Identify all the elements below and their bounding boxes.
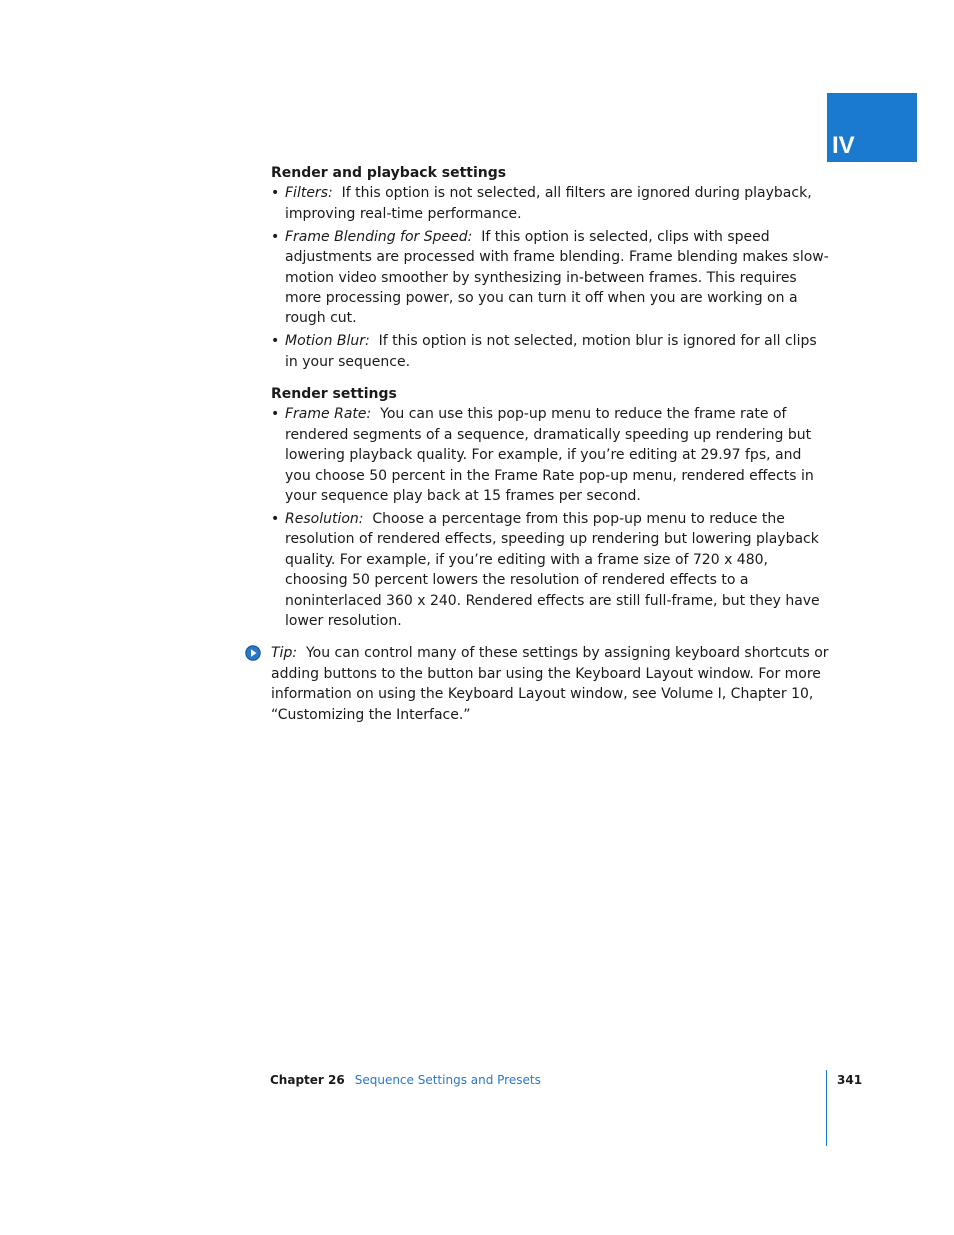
bullet-mark: • [271, 228, 280, 245]
page-content [271, 163, 831, 725]
section-heading-render-playback: Render and playback settings [271, 165, 507, 181]
page-number: 341 [837, 1073, 863, 1087]
item-text: You can use this pop-up menu to reduce the frame rate of rendered segments of a sequence, dramatically speeding up rendering but lowering playback quality. For example, if you’re editing at 29.97 fps, and you choose 50 percent in the Frame Rate pop-up menu, rendered effects in your sequence play back at 15 frames per second. [285, 406, 814, 505]
chapter-title: Sequence Settings and Presets [354, 1073, 541, 1087]
item-text: Choose a percentage from this pop-up menu to reduce the resolution of rendered effects, speeding up rendering but lowering playback quality. For example, if you’re editing with a frame size of 720 x 480, choosing 50 percent lowers the resolution of rendered effects to a noninterlaced 360 x 240. Rendered effects are still full-frame, but they have lower resolution. [285, 511, 820, 630]
bullet-mark: • [271, 185, 280, 202]
tip-text: You can control many of these settings by assigning keyboard shortcuts or adding buttons to the button bar using the Keyboard Layout window. For more information on using the Keyboard Layout window, see Volume I, Chapter 10, “Customizing the Interface.” [271, 645, 829, 723]
item-term: Frame Rate: [285, 406, 372, 423]
item-text: If this option is selected, clips with speed adjustments are processed with frame blending. Frame blending makes slow-motion video smoother by synthesizing in-between frames. This requires more processing power, so you can turn it off when you are working on a rough cut. [285, 228, 829, 327]
item-term: Resolution: [285, 511, 364, 527]
render-playback-list [271, 183, 831, 372]
item-text: If this option is not selected, all filters are ignored during playback, improving real-time performance. [285, 185, 812, 222]
tip-arrow-icon [245, 645, 261, 661]
part-tab [827, 93, 917, 162]
tip-term: Tip: [271, 645, 298, 662]
footer-divider [826, 1070, 827, 1146]
item-text: If this option is not selected, motion blur is ignored for all clips in your sequence. [285, 333, 817, 370]
bullet-mark: • [271, 511, 280, 527]
bullet-mark: • [271, 333, 280, 350]
bullet-mark: • [271, 406, 280, 423]
list-item [271, 509, 831, 631]
render-settings-list [271, 404, 831, 631]
page-footer [270, 1073, 541, 1087]
item-term: Motion Blur: [285, 333, 370, 350]
chapter-label: Chapter 26 [270, 1073, 345, 1087]
list-item [271, 183, 831, 224]
item-term: Filters: [285, 185, 333, 202]
item-term: Frame Blending for Speed: [285, 228, 473, 245]
list-item [271, 331, 831, 372]
part-tab-label: IV [832, 132, 855, 159]
list-item [271, 404, 831, 506]
list-item [271, 227, 831, 329]
section-heading-render: Render settings [271, 386, 397, 403]
tip-box [271, 643, 831, 725]
